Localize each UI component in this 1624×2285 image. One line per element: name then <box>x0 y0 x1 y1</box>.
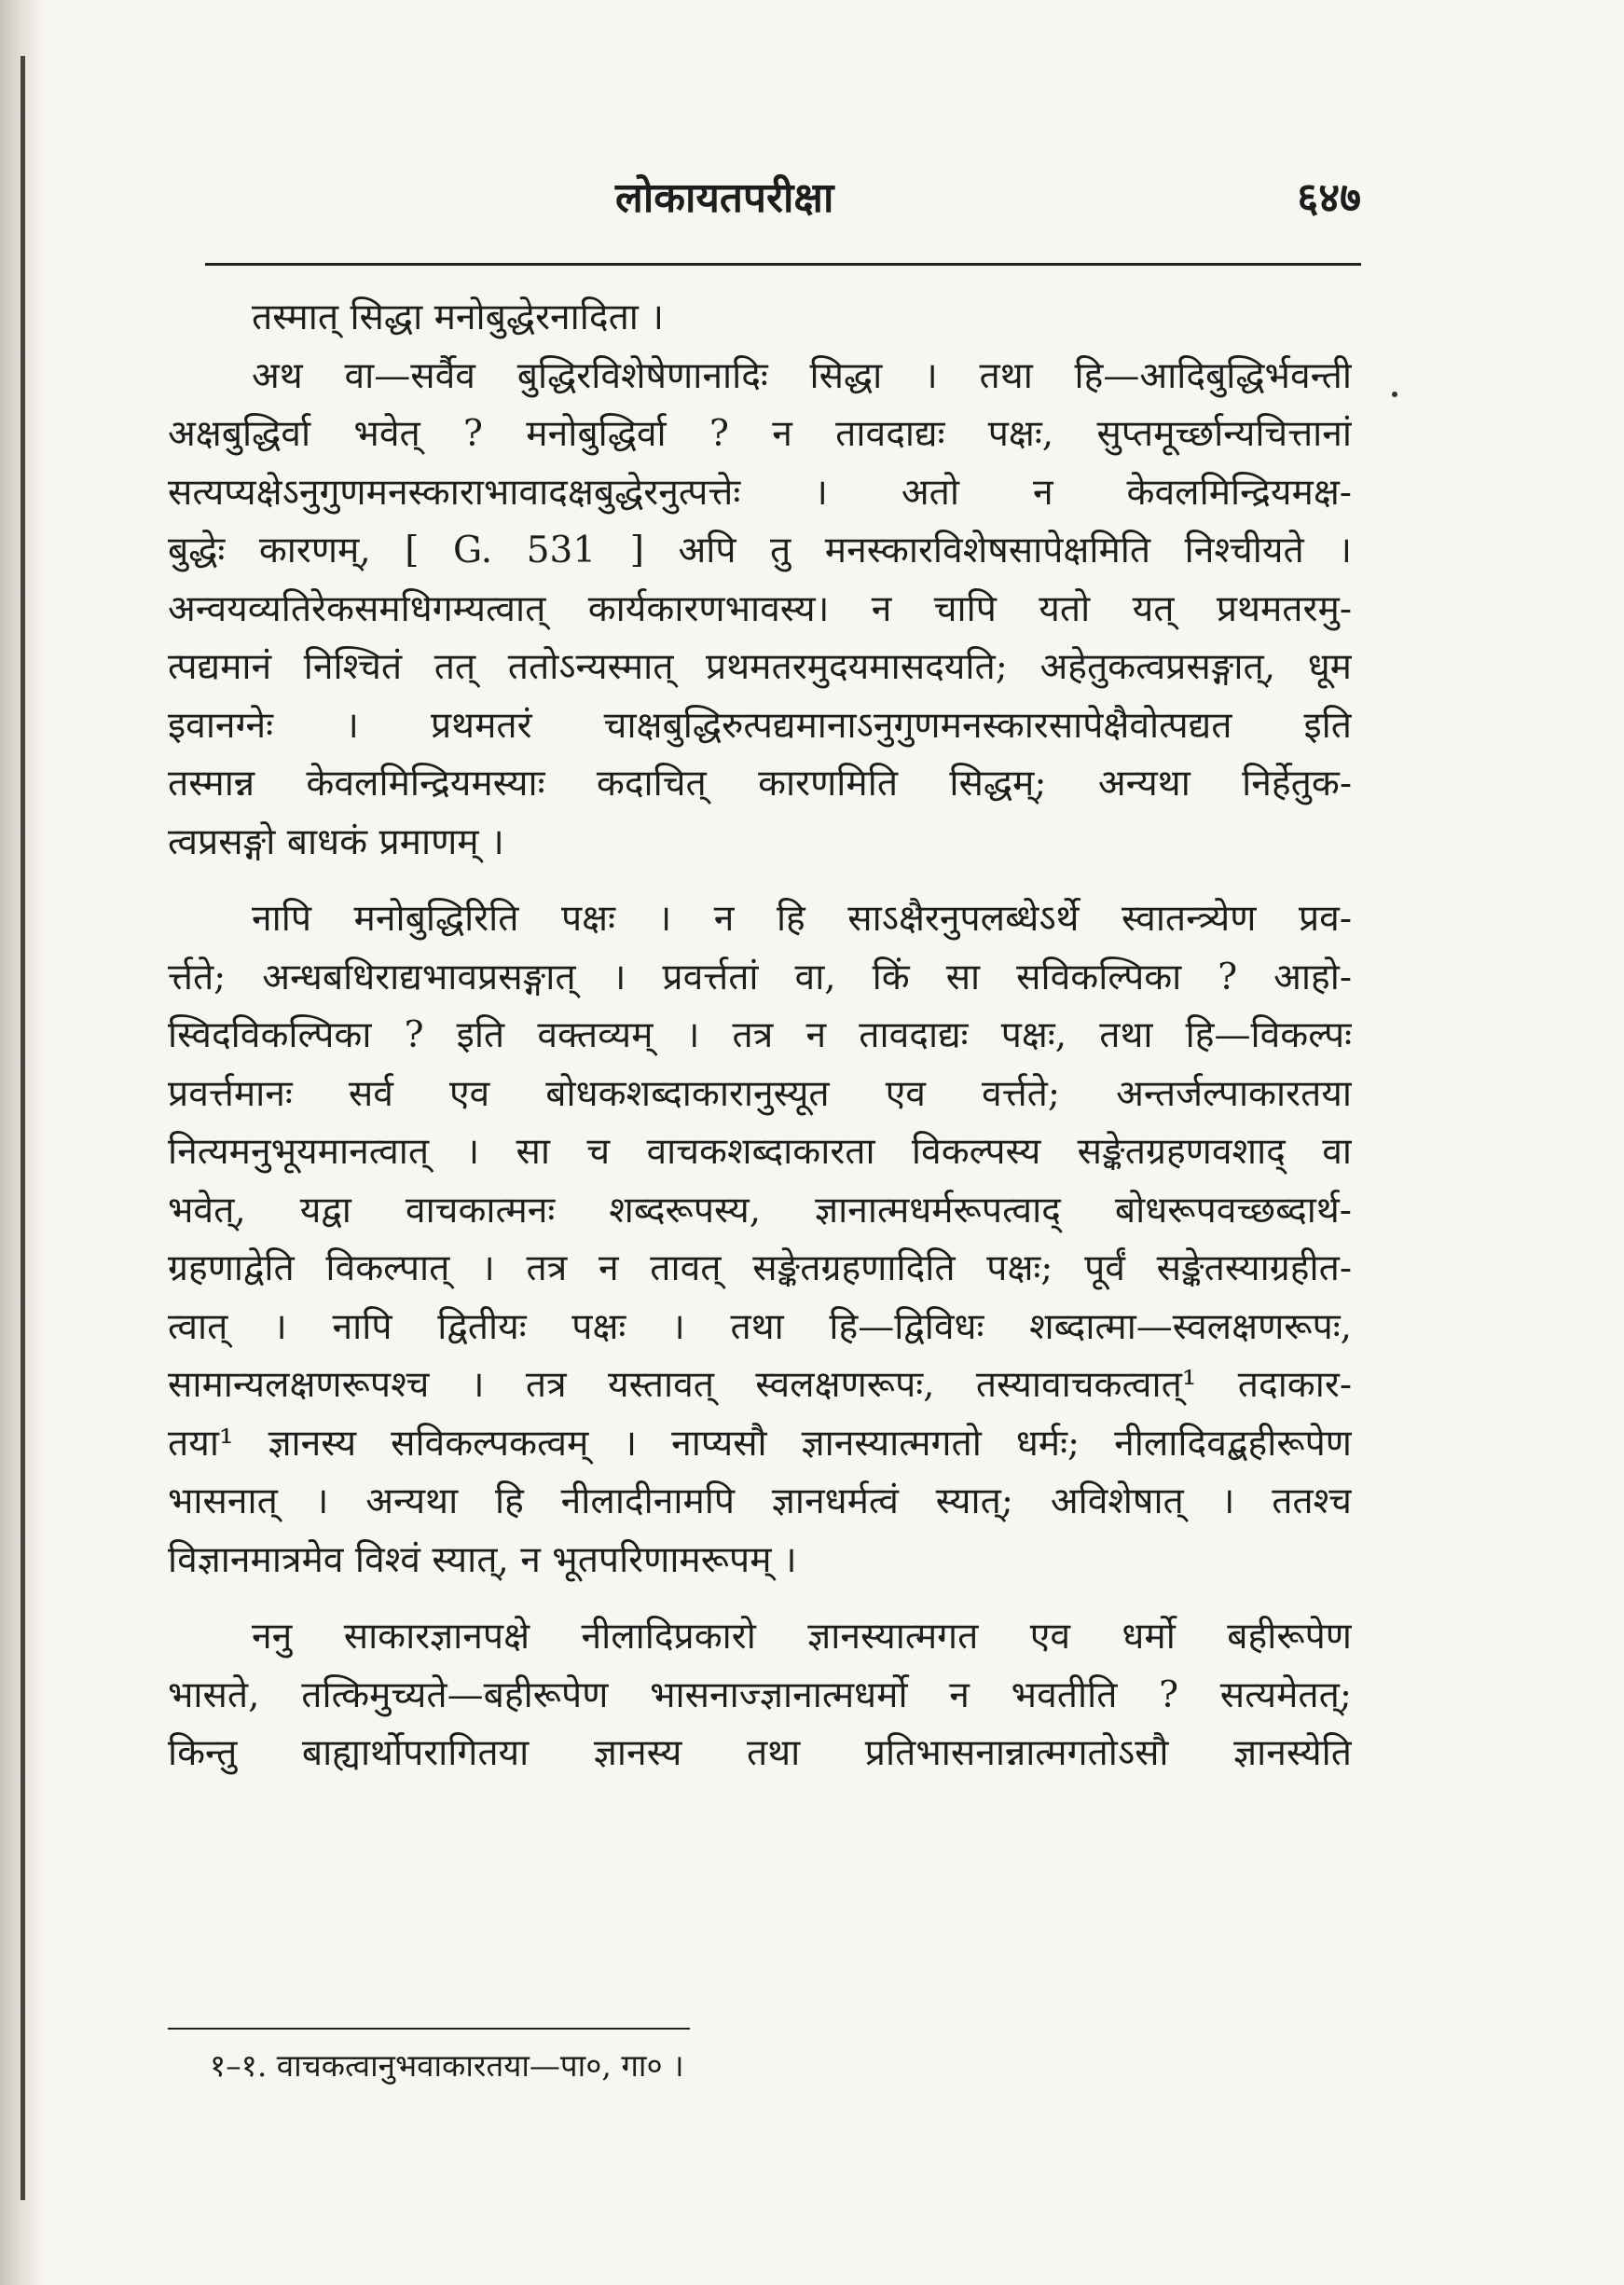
text-line: भवेत्, यद्वा वाचकात्मनः शब्दरूपस्य, ज्ञानात्मधर्मरूपत्वाद् बोधरूपवच्छब्दार्थ- <box>168 1189 1352 1232</box>
text-line: त्वप्रसङ्गो बाधकं प्रमाणम् । <box>168 820 504 863</box>
text-line: विज्ञानमात्रमेव विश्वं स्यात्, न भूतपरिणामरूपम् । <box>168 1538 797 1581</box>
text-line: प्रवर्त्तमानः सर्व एव बोधकशब्दाकारानुस्यूत एव वर्त्तते; अन्तर्जल्पाकारतया <box>168 1072 1352 1115</box>
text-line: तया¹ ज्ञानस्य सविकल्पकत्वम् । नाप्यसौ ज्ञानस्यात्मगतो धर्मः; नीलादिवद्बहीरूपेण <box>168 1422 1352 1465</box>
paragraph <box>168 1608 1352 1783</box>
text-line: नित्यमनुभूयमानत्वात् । सा च वाचकशब्दाकारता विकल्पस्य सङ्केतग्रहणवशाद् वा <box>168 1131 1352 1173</box>
text-line: किन्तु बाह्यार्थोपरागितया ज्ञानस्य तथा प्रतिभासनान्नात्मगतोऽसौ ज्ञानस्येति <box>168 1732 1352 1774</box>
text-line: तस्मान्न केवलमिन्द्रियमस्याः कदाचित् कारणमिति सिद्धम्; अन्यथा निर्हेतुक- <box>168 763 1352 805</box>
running-title: लोकायतपरीक्षा <box>615 174 834 222</box>
paragraph-gap <box>168 1590 1352 1608</box>
text-line: त्पद्यमानं निश्चितं तत् ततोऽन्यस्मात् प्रथमतरमुदयमासदयति; अहेतुकत्वप्रसङ्गात्, धूम <box>168 646 1352 688</box>
text-line: ननु साकारज्ञानपक्षे नीलादिप्रकारो ज्ञानस्यात्मगत एव धर्मो बहीरूपेण <box>252 1616 1352 1658</box>
footnote: १–१. वाचकत्वानुभवाकारतया—पा०, गा० । <box>210 2047 684 2084</box>
paragraph <box>168 890 1352 1590</box>
text-line: स्विदविकल्पिका ? इति वक्तव्यम् । तत्र न तावदाद्यः पक्षः, तथा हि—विकल्पः <box>168 1014 1352 1056</box>
body-text <box>168 289 1352 1783</box>
header-rule <box>205 263 1361 266</box>
paragraph-gap <box>168 872 1352 890</box>
page-number: ६४७ <box>1297 174 1361 222</box>
text-line: अक्षबुद्धिर्वा भवेत् ? मनोबुद्धिर्वा ? न तावदाद्यः पक्षः, सुप्तमूर्च्छान्यचित्तानां <box>168 413 1352 455</box>
text-line: तस्मात् सिद्धा मनोबुद्धेरनादिता । <box>252 296 665 338</box>
text-line: भासते, तत्किमुच्यते—बहीरूपेण भासनाज्ज्ञानात्मधर्मो न भवतीति ? सत्यमेतत्; <box>168 1673 1352 1716</box>
text-line: ग्रहणाद्वेति विकल्पात् । तत्र न तावत् सङ्केतग्रहणादिति पक्षः; पूर्वं सङ्केतस्याग्रहीत- <box>168 1247 1352 1289</box>
text-line: सत्यप्यक्षेऽनुगुणमनस्काराभावादक्षबुद्धेरनुत्पत्तेः । अतो न केवलमिन्द्रियमक्ष- <box>168 471 1352 514</box>
text-line: सामान्यलक्षणरूपश्च । तत्र यस्तावत् स्वलक्षणरूपः, तस्यावाचकत्वात्¹ तदाकार- <box>168 1364 1352 1406</box>
text-line: त्वात् । नापि द्वितीयः पक्षः । तथा हि—द्विविधः शब्दात्मा—स्वलक्षणरूपः, <box>168 1305 1352 1348</box>
text-line: नापि मनोबुद्धिरिति पक्षः । न हि साऽक्षैरनुपलब्धेऽर्थे स्वातन्त्र्येण प्रव- <box>252 898 1352 940</box>
text-line: भासनात् । अन्यथा हि नीलादीनामपि ज्ञानधर्मत्वं स्यात्; अविशेषात् । ततश्च <box>168 1480 1352 1522</box>
paragraph <box>168 348 1352 873</box>
text-line: अन्वयव्यतिरेकसमधिगम्यत्वात् कार्यकारणभावस्य। न चापि यतो यत् प्रथमतरमु- <box>168 587 1352 630</box>
paragraph <box>168 289 1352 348</box>
text-line: बुद्धेः कारणम्, [ G. 531 ] अपि तु मनस्कारविशेषसापेक्षमिति निश्चीयते । <box>168 530 1352 571</box>
page-header <box>205 158 1361 233</box>
text-line: अथ वा—सर्वैव बुद्धिरविशेषेणानादिः सिद्धा । तथा हि—आदिबुद्धिर्भवन्ती <box>252 354 1352 397</box>
scan-binding-line <box>21 56 25 2200</box>
text-line: र्त्तते; अन्धबधिराद्यभावप्रसङ्गात् । प्रवर्त्ततां वा, किं सा सविकल्पिका ? आहो- <box>168 956 1352 998</box>
text-line: इवानग्नेः । प्रथमतरं चाक्षबुद्धिरुत्पद्यमानाऽनुगुणमनस्कारसापेक्षैवोत्पद्यत इति <box>168 704 1352 747</box>
footnote-rule <box>168 2028 690 2030</box>
scan-speck <box>1392 392 1397 397</box>
